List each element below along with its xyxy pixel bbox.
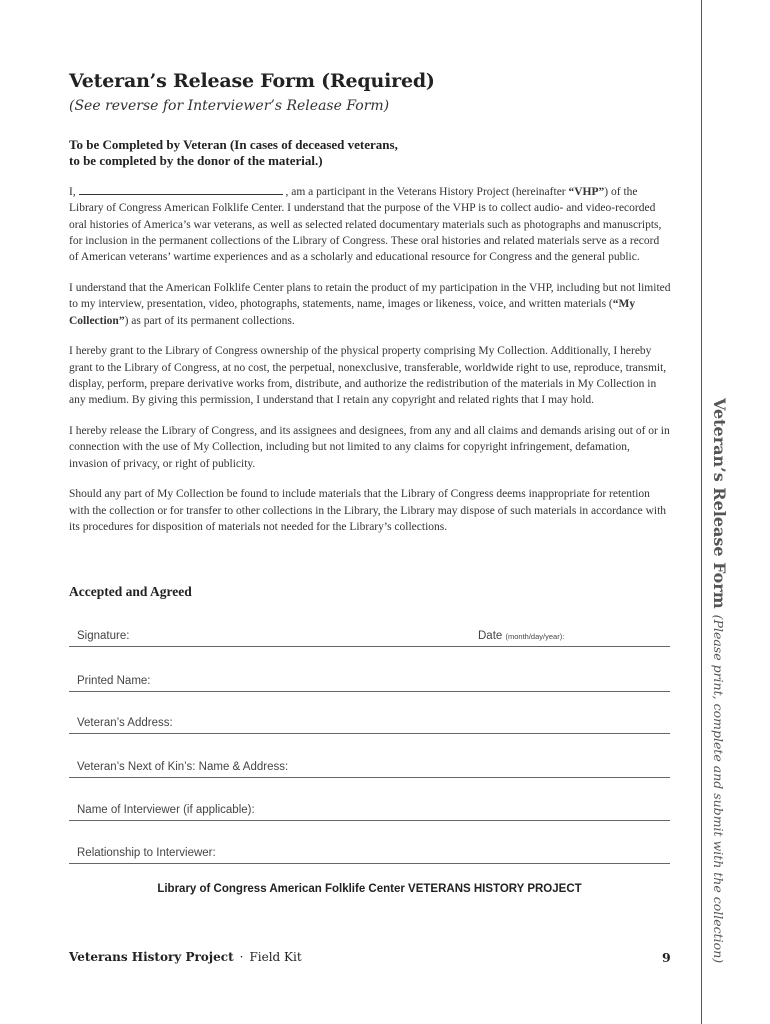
footer-project: Veterans History Project	[69, 950, 234, 964]
paragraph-text: , am a participant in the Veterans History Project (hereinafter	[282, 186, 569, 198]
page-number: 9	[662, 950, 671, 965]
instruction-heading	[69, 137, 669, 169]
footer-kit: Field Kit	[249, 950, 302, 964]
signature-label: Signature:	[77, 630, 130, 642]
instruction-line-1: To be Completed by Veteran (In cases of deceased veterans,	[69, 137, 398, 152]
paragraph-disposal: Should any part of My Collection be found to include materials that the Library of Congress deems inappropriate for retention with the collection or for transfer to other collections in the Library, the Library may dispose of such materials in accordance with its procedures for disposition of materials not needed for the Library’s collections.	[69, 488, 667, 534]
printed-name-label: Printed Name:	[77, 675, 151, 687]
vhp-term: “VHP”	[568, 186, 605, 198]
date-format-hint: (month/day/year):	[505, 632, 565, 641]
page-subtitle: (See reverse for Interviewer’s Release Form)	[69, 98, 390, 114]
relationship-label: Relationship to Interviewer:	[77, 847, 216, 859]
side-label-title: Veteran’s Release Form	[710, 398, 729, 609]
relationship-field[interactable]	[69, 845, 670, 864]
paragraph-text: ) of the Library of Congress American Folklife Center. I understand that the purpose of the VHP is to collect audio- and video-recorded oral histories of America’s war veterans, as well as selected related documentary materials such as photographs and manuscripts, for inclusion in the permanent collections of the Library of Congress. These oral histories and related materials serve as a record of American veterans’ wartime experiences and as a scholarly and educational resource for Congress and the general public.	[69, 186, 662, 264]
page-title: Veteran’s Release Form (Required)	[69, 70, 435, 92]
paragraph-text: ) as part of its permanent collections.	[124, 314, 295, 327]
paragraph-release: I hereby release the Library of Congress, and its assignees and designees, from any and all claims and demands arising out of or in connection with the use of My Collection, including but not limited to any claims for copyright infringement, defamation, invasion of privacy, or right of publicity.	[69, 425, 670, 470]
footer-title	[69, 950, 302, 964]
interviewer-name-field[interactable]	[69, 802, 670, 821]
release-text	[69, 184, 671, 550]
veteran-address-label: Veteran’s Address:	[77, 717, 173, 729]
my-collection-term: “My Collection”	[69, 298, 636, 327]
next-of-kin-label: Veteran’s Next of Kin’s: Name & Address:	[77, 761, 289, 773]
paragraph-text: I understand that the American Folklife Center plans to retain the product of my participation in the VHP, including but not limited to my interview, presentation, video, photographs, statements, name, images or likeness, voice, and written materials (	[69, 281, 671, 311]
interviewer-name-label: Name of Interviewer (if applicable):	[77, 804, 255, 816]
veteran-address-field[interactable]	[69, 715, 670, 734]
margin-rule	[701, 0, 702, 1024]
veteran-name-blank[interactable]	[79, 184, 283, 195]
date-label-text: Date	[478, 630, 503, 642]
library-project-line: Library of Congress American Folklife Center VETERANS HISTORY PROJECT	[157, 883, 582, 895]
paragraph-retention	[69, 280, 671, 329]
printed-name-field[interactable]	[69, 673, 670, 692]
date-label	[478, 630, 564, 642]
next-of-kin-field[interactable]	[69, 759, 670, 778]
paragraph-participant	[69, 184, 671, 265]
side-label-note: (Please print, complete and submit with the collection)	[711, 614, 726, 964]
paragraph-grant: I hereby grant to the Library of Congress ownership of the physical property comprising My Collection. Additionally, I hereby grant to the Library of Congress, at no cost, the perpetual, nonexclusive, transferable, worldwide right to use, reproduce, transmit, display, perform, prepare derivative works from, distribute, and authorize the redistribution of the materials in My Collection in any medium. By giving this permission, I understand that I retain any copyright and related rights that I may hold.	[69, 345, 667, 407]
footer-separator: ·	[239, 950, 244, 964]
instruction-line-2: to be completed by the donor of the material.)	[69, 153, 323, 168]
paragraph-text: I,	[69, 186, 76, 198]
signature-field[interactable]	[69, 628, 670, 647]
accepted-heading: Accepted and Agreed	[69, 584, 192, 599]
side-label	[710, 398, 729, 963]
